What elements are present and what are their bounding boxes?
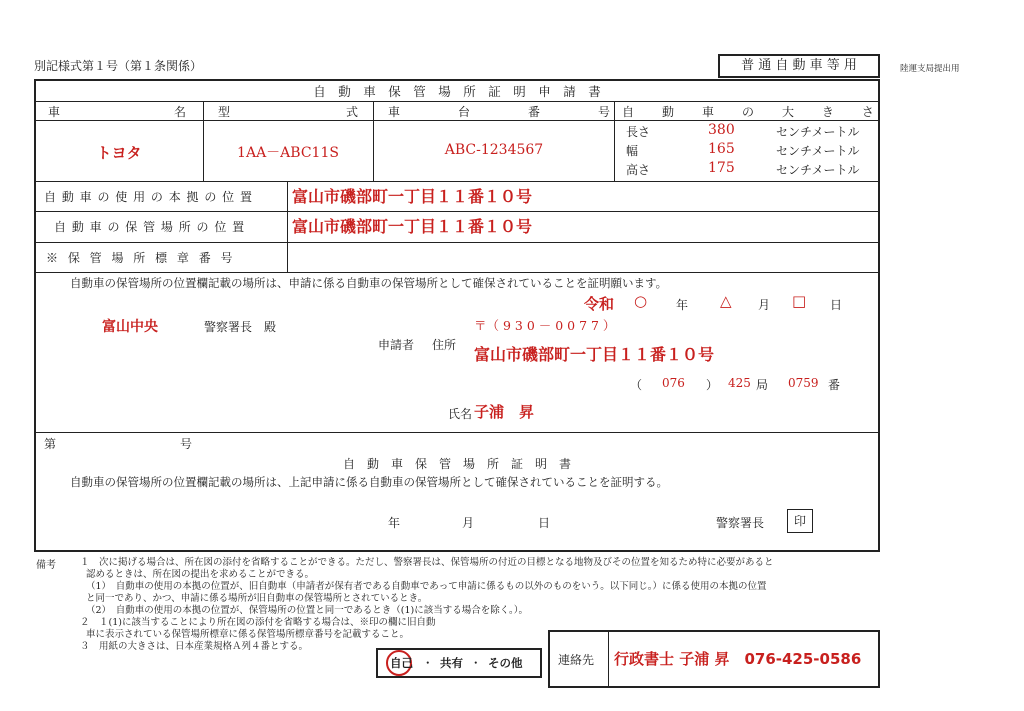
year-mark: ○ (634, 292, 648, 310)
applicant-name: 子浦 昇 (474, 403, 535, 421)
form-label: 別記様式第１号（第１条関係） (34, 59, 203, 73)
day-mark: □ (792, 292, 807, 310)
vehicle-model: 1AA－ABC11S (237, 145, 339, 161)
year-label: 年 (676, 298, 689, 312)
notes-label: 備考 (36, 560, 56, 571)
certificate-month: 月 (462, 516, 475, 530)
certificate-no-label: 第 (44, 437, 57, 451)
police-station: 富山中央 (102, 319, 158, 335)
postal-code: 〒（ 9 3 0 － 0 0 7 7 ） (474, 318, 616, 333)
ownership-sep: ・ (470, 656, 482, 670)
applicant-label: 申請者 (378, 338, 415, 352)
note-line: （1） 自動車の使用の本拠の位置が、旧自動車（申請者が保有者である自動車であって申請に係るもの以外のものをいう。以下同じ。）に係る使用の本拠の位置 (86, 581, 767, 592)
form-title: 自 動 車 保 管 場 所 証 明 申 請 書 (313, 84, 601, 99)
contact-value: 行政書士 子浦 昇 076-425-0586 (614, 650, 862, 668)
sticker-number-label: ※ 保 管 場 所 標 章 番 号 (46, 251, 236, 265)
ownership-self[interactable]: 自己 (390, 656, 413, 670)
applicant-address: 富山市磯部町一丁目１１番１０号 (474, 345, 715, 364)
note-line: 認めるときは、所在図の提出を求めることができる。 (86, 569, 315, 580)
month-mark: △ (720, 292, 732, 310)
certificate-title: 自 動 車 保 管 場 所 証 明 書 (342, 457, 571, 471)
header-model: 型 式 (218, 105, 358, 119)
note-line: ２ １(1)に該当することにより所在図の添付を省略する場合は、※印の欄に旧自動 (80, 617, 436, 628)
header-chassis: 車 台 番 号 (388, 105, 610, 119)
note-line: １ 次に掲げる場合は、所在図の添付を省略することができる。ただし、警察署長は、保管場所の付近の目標となる地物及びその位置を知るため特に必要があると (80, 557, 774, 568)
note-line: 車に表示されている保管場所標章に係る保管場所標章番号を記載すること。 (86, 629, 410, 640)
note-line: と同一であり、かつ、申請に係る場所が旧自動車の保管場所とされているとき。 (86, 593, 428, 604)
certificate-year: 年 (388, 516, 401, 530)
addressee: 警察署長 殿 (204, 320, 277, 334)
name-label: 氏名 (448, 407, 473, 421)
era: 令和 (584, 295, 615, 313)
dimension-height: 高さ 175 センチメートル (626, 160, 860, 177)
certificate-chief: 警察署長 (716, 516, 765, 530)
dimensions (626, 122, 878, 179)
phone-exchange-label: 局 (756, 378, 769, 392)
header-name: 車 名 (48, 105, 186, 119)
certificate-day: 日 (538, 516, 551, 530)
ownership-shared[interactable]: 共有 (440, 656, 463, 670)
address-label: 住所 (432, 338, 457, 352)
dimension-width: 幅 165 センチメートル (626, 141, 860, 158)
ownership-sep: ・ (422, 656, 434, 670)
month-label: 月 (758, 298, 771, 312)
phone-close: ） (706, 378, 719, 392)
note-line: ３ 用紙の大きさは、日本産業規格Ａ列４番とする。 (80, 641, 309, 652)
note-line: （2） 自動車の使用の本拠の位置が、保管場所の位置と同一であるとき（(1)に該当する場合を除く。）。 (86, 605, 529, 616)
contact-label: 連絡先 (558, 653, 595, 667)
phone-area: 076 (662, 376, 685, 390)
request-text: 自動車の保管場所の位置欄記載の場所は、申請に係る自動車の保管場所として確保されていることを証明願います。 (70, 276, 668, 290)
vehicle-class: 普 通 自 動 車 等 用 (741, 58, 857, 73)
dimension-length: 長さ 380 センチメートル (626, 122, 860, 139)
usage-location-label: 自 動 車 の 使 用 の 本 拠 の 位 置 (44, 190, 253, 204)
header-size: 自 動 車 の 大 き さ (622, 105, 874, 119)
phone-number-label: 番 (828, 378, 841, 392)
vehicle-chassis: ABC-1234567 (444, 142, 544, 158)
phone-open: （ (630, 378, 643, 392)
usage-location-value: 富山市磯部町一丁目１１番１０号 (292, 187, 533, 206)
phone-number: 0759 (788, 376, 819, 390)
side-note: 陸運支局提出用 (900, 64, 960, 74)
storage-location-label: 自 動 車 の 保 管 場 所 の 位 置 (54, 220, 246, 234)
phone-exchange: 425 (728, 376, 751, 390)
storage-location-value: 富山市磯部町一丁目１１番１０号 (292, 217, 533, 236)
certificate-no-suffix: 号 (180, 437, 193, 451)
certificate-text: 自動車の保管場所の位置欄記載の場所は、上記申請に係る自動車の保管場所として確保されていることを証明する。 (70, 475, 668, 489)
seal-box: 印 (787, 509, 813, 533)
ownership-other[interactable]: その他 (488, 656, 523, 670)
day-label: 日 (830, 298, 843, 312)
vehicle-name: トヨタ (96, 144, 142, 162)
vehicle-class-box (718, 54, 880, 78)
